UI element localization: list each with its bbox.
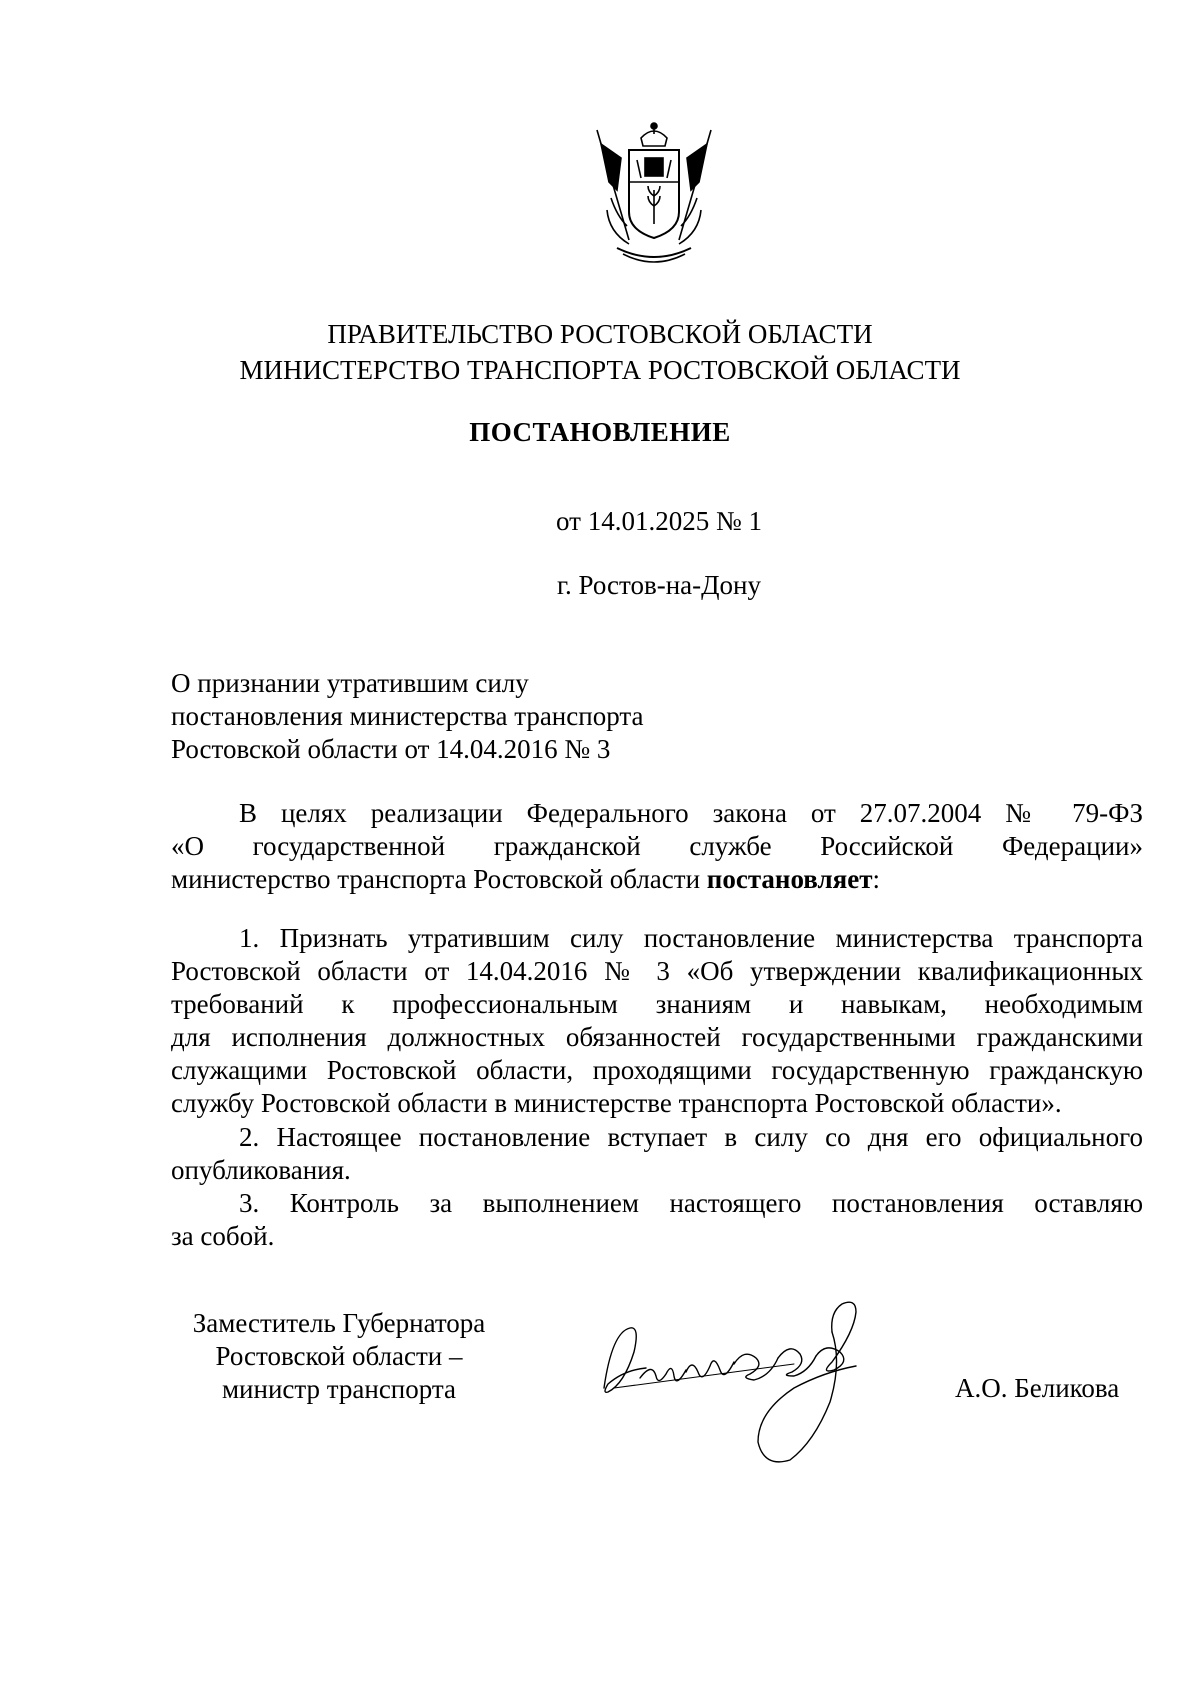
paragraph-line: В целях реализации Федерального закона от 27.07.2004 № 79-ФЗ (239, 798, 1143, 828)
subject-line: О признании утратившим силу (171, 668, 529, 698)
document-type-title: ПОСТАНОВЛЕНИЕ (469, 417, 731, 447)
signer-name: А.О. Беликова (955, 1373, 1120, 1403)
decree-item-1 (171, 922, 1143, 1120)
paragraph-line: 3. Контроль за выполнением настоящего постановления оставляю (239, 1188, 1143, 1218)
subject-line: постановления министерства транспорта (171, 701, 644, 731)
document-date-number: от 14.01.2025 № 1 (556, 506, 762, 536)
paragraph-line: службу Ростовской области в министерстве транспорта Ростовской области». (171, 1088, 1062, 1118)
paragraph-line: «О государственной гражданской службе Российской Федерации» (171, 831, 1143, 861)
signatory-position (171, 1307, 507, 1406)
paragraph-line: 2. Настоящее постановление вступает в силу со дня его официального (239, 1122, 1143, 1152)
organization-name-government: ПРАВИТЕЛЬСТВО РОСТОВСКОЙ ОБЛАСТИ (327, 319, 873, 349)
organization-name-ministry: МИНИСТЕРСТВО ТРАНСПОРТА РОСТОВСКОЙ ОБЛАСТИ (239, 355, 961, 385)
paragraph-line: 1. Признать утратившим силу постановление министерства транспорта (239, 923, 1143, 953)
signatory-position-line: Ростовской области – (215, 1341, 463, 1371)
signatory-position-line: Заместитель Губернатора (192, 1308, 486, 1338)
signatory-position-line: министр транспорта (221, 1374, 457, 1404)
paragraph-line (171, 863, 1143, 896)
decree-item-3 (171, 1187, 1143, 1253)
document-place: г. Ростов-на-Дону (556, 570, 761, 600)
paragraph-line: опубликования. (171, 1155, 351, 1185)
paragraph-line: за собой. (171, 1221, 275, 1251)
decree-item-2 (171, 1121, 1143, 1187)
subject-line: Ростовской области от 14.04.2016 № 3 (171, 734, 611, 764)
preamble-text: министерство транспорта Ростовской области (171, 864, 707, 894)
paragraph-line: требований к профессиональным знаниям и навыкам, необходимым (171, 989, 1143, 1019)
document-subject (171, 667, 643, 766)
preamble-colon: : (872, 864, 881, 894)
paragraph-line: служащими Ростовской области, проходящими государственную гражданскую (171, 1055, 1143, 1085)
preamble-paragraph (171, 797, 1143, 896)
handwritten-signature (594, 1292, 904, 1472)
paragraph-line: Ростовской области от 14.04.2016 № 3 «Об утверждении квалификационных (171, 956, 1143, 986)
preamble-verb: постановляет (706, 864, 873, 894)
paragraph-line: для исполнения должностных обязанностей государственными гражданскими (171, 1022, 1143, 1052)
coat-of-arms-emblem (589, 120, 719, 268)
